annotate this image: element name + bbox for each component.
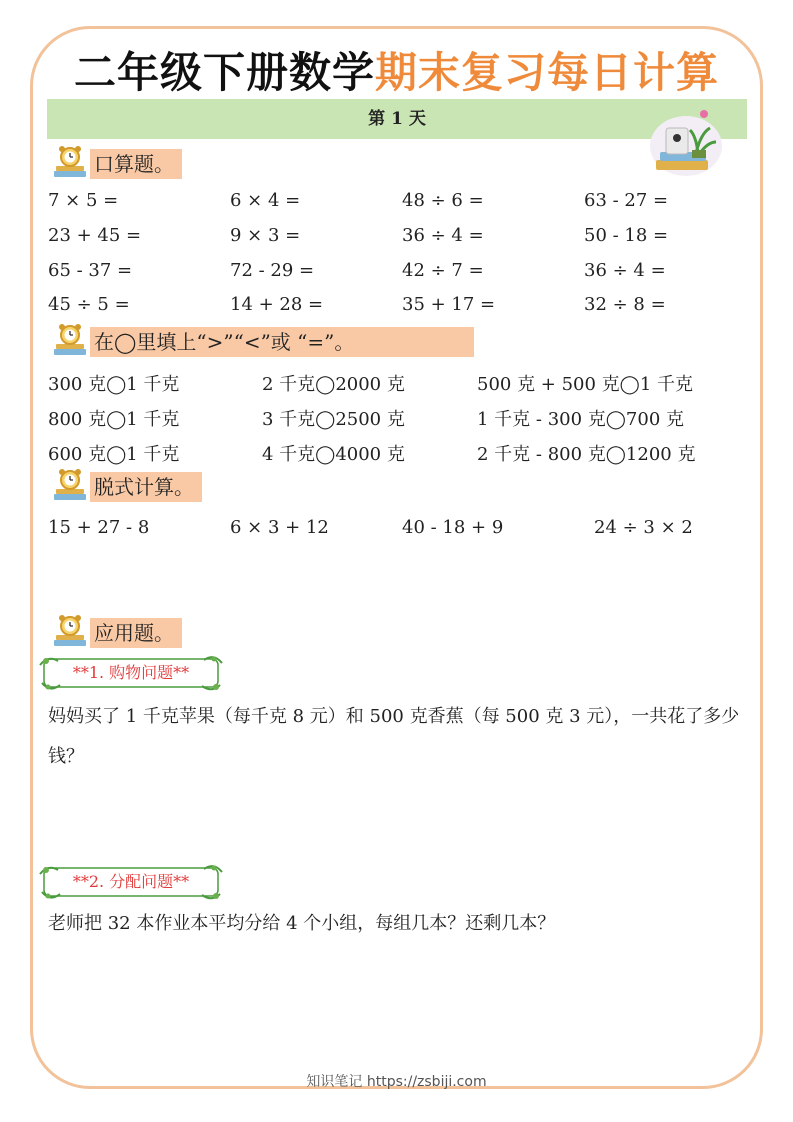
title-highlight: 期末复习每日计算 bbox=[375, 48, 720, 97]
oral-item: 7 × 5 = bbox=[48, 190, 119, 211]
compare-item: 1 千克 - 300 克◯700 克 bbox=[477, 409, 684, 430]
oral-item: 6 × 4 = bbox=[230, 190, 301, 211]
problem-2-text: 老师把 32 本作业本平均分给 4 个小组，每组几本？还剩几本？ bbox=[48, 913, 556, 934]
oral-item: 32 ÷ 8 = bbox=[584, 294, 666, 315]
oral-item: 36 ÷ 4 = bbox=[402, 225, 484, 246]
compare-item: 2 千克 - 800 克◯1200 克 bbox=[477, 444, 696, 465]
problem-1-label: **1. 购物问题** bbox=[72, 663, 190, 682]
oral-item: 9 × 3 = bbox=[230, 225, 301, 246]
section-applied-title: 应用题。 bbox=[90, 618, 182, 648]
stepwise-item: 24 ÷ 3 × 2 bbox=[594, 517, 693, 538]
books-plant-illustration bbox=[646, 98, 726, 180]
compare-item: 800 克◯1 千克 bbox=[48, 409, 180, 430]
section-stepwise-title: 脱式计算。 bbox=[90, 472, 202, 502]
oral-item: 48 ÷ 6 = bbox=[402, 190, 484, 211]
oral-item: 36 ÷ 4 = bbox=[584, 260, 666, 281]
compare-item: 600 克◯1 千克 bbox=[48, 444, 180, 465]
problem-2-ribbon bbox=[38, 862, 224, 902]
oral-item: 45 ÷ 5 = bbox=[48, 294, 130, 315]
oral-item: 14 + 28 = bbox=[230, 294, 324, 315]
compare-item: 500 克 + 500 克◯1 千克 bbox=[477, 374, 693, 395]
compare-item: 4 千克◯4000 克 bbox=[262, 444, 405, 465]
section-oral-title: 口算题。 bbox=[90, 149, 182, 179]
alarm-clock-books-icon bbox=[52, 322, 90, 358]
oral-item: 23 + 45 = bbox=[48, 225, 142, 246]
alarm-clock-books-icon bbox=[52, 144, 90, 180]
page-title bbox=[0, 40, 793, 100]
title-main: 二年级下册数学 bbox=[73, 48, 375, 97]
stepwise-item: 40 - 18 + 9 bbox=[402, 517, 504, 538]
section-compare-title: 在◯里填上“>”“<”或 “=”。 bbox=[90, 327, 474, 357]
day-banner bbox=[47, 99, 747, 139]
oral-item: 35 + 17 = bbox=[402, 294, 496, 315]
problem-1-text: 妈妈买了 1 千克苹果（每千克 8 元）和 500 克香蕉（每 500 克 3 元），一共花了多少钱？ bbox=[48, 706, 740, 767]
compare-item: 2 千克◯2000 克 bbox=[262, 374, 405, 395]
compare-item: 3 千克◯2500 克 bbox=[262, 409, 405, 430]
day-label: 第 1 天 bbox=[368, 109, 426, 129]
problem-1-ribbon bbox=[38, 653, 224, 693]
oral-item: 42 ÷ 7 = bbox=[402, 260, 484, 281]
compare-item: 300 克◯1 千克 bbox=[48, 374, 180, 395]
oral-item: 50 - 18 = bbox=[584, 225, 669, 246]
stepwise-item: 6 × 3 + 12 bbox=[230, 517, 329, 538]
oral-item: 63 - 27 = bbox=[584, 190, 669, 211]
oral-item: 72 - 29 = bbox=[230, 260, 315, 281]
stepwise-item: 15 + 27 - 8 bbox=[48, 517, 150, 538]
alarm-clock-books-icon bbox=[52, 613, 90, 649]
alarm-clock-books-icon bbox=[52, 467, 90, 503]
footer-source: 知识笔记 https://zsbiji.com bbox=[306, 1074, 487, 1090]
oral-item: 65 - 37 = bbox=[48, 260, 133, 281]
problem-2-label: **2. 分配问题** bbox=[72, 872, 190, 891]
